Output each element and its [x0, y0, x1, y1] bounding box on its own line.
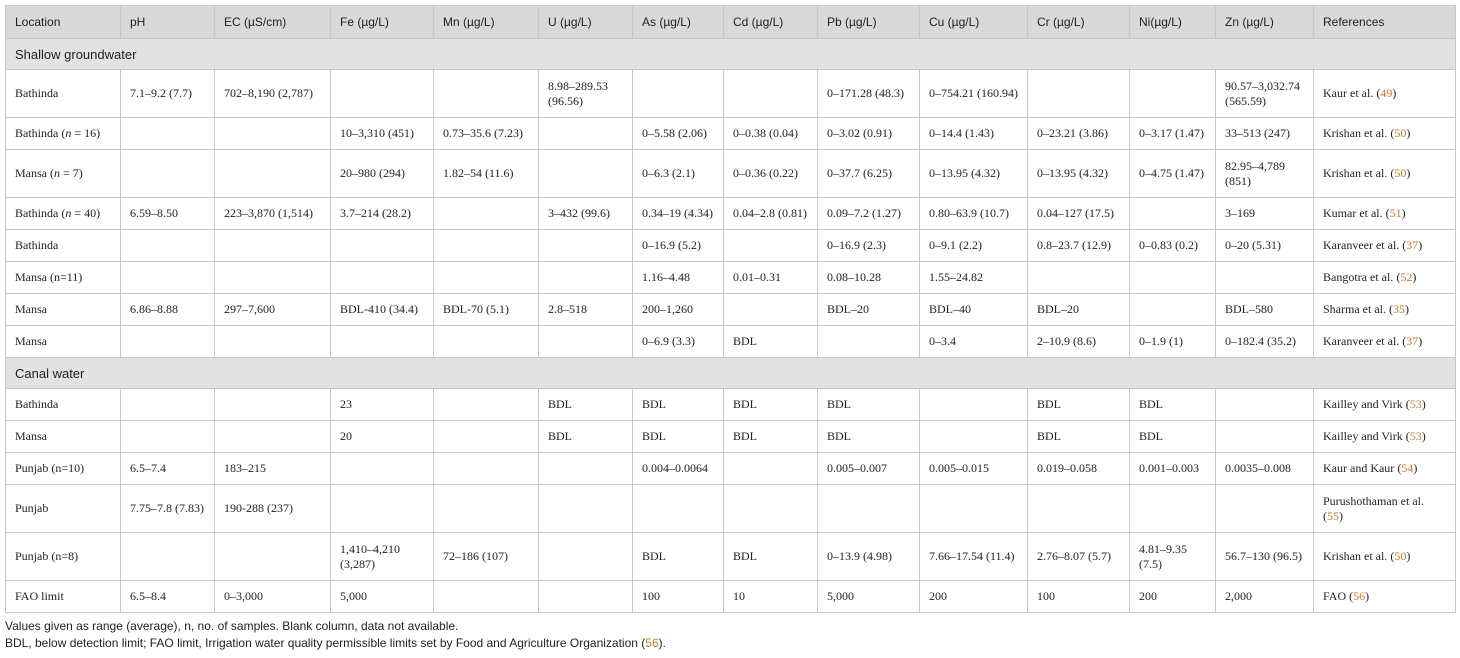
table-cell — [539, 230, 633, 262]
table-cell — [1130, 485, 1216, 533]
location-cell: Bathinda (n = 40) — [6, 198, 121, 230]
table-cell — [215, 421, 331, 453]
table-cell — [1216, 421, 1314, 453]
reference-cell: Karanveer et al. (37) — [1314, 230, 1456, 262]
table-cell: BDL — [633, 533, 724, 581]
table-cell — [539, 581, 633, 613]
location-cell: Punjab (n=10) — [6, 453, 121, 485]
table-cell: BDL-70 (5.1) — [434, 294, 539, 326]
reference-link[interactable]: 51 — [1389, 206, 1402, 220]
table-cell: 0.04–2.8 (0.81) — [724, 198, 818, 230]
table-cell — [1130, 262, 1216, 294]
table-cell — [633, 70, 724, 118]
table-cell: 6.86–8.88 — [121, 294, 215, 326]
table-row — [6, 389, 1456, 421]
table-cell — [215, 389, 331, 421]
reference-cell: Krishan et al. (50) — [1314, 150, 1456, 198]
table-cell: 0–5.58 (2.06) — [633, 118, 724, 150]
table-cell — [539, 453, 633, 485]
table-cell — [724, 294, 818, 326]
footnote-reference-link[interactable]: 56 — [645, 636, 659, 650]
table-cell — [215, 118, 331, 150]
table-cell — [1216, 389, 1314, 421]
table-cell: BDL — [818, 421, 920, 453]
table-cell — [215, 230, 331, 262]
table-cell: BDL — [1130, 389, 1216, 421]
table-cell — [331, 326, 434, 358]
table-cell: BDL — [539, 421, 633, 453]
table-cell: 0.001–0.003 — [1130, 453, 1216, 485]
table-cell — [1028, 70, 1130, 118]
table-cell — [818, 485, 920, 533]
table-cell — [434, 230, 539, 262]
reference-author: Krishan et al. — [1323, 549, 1388, 563]
table-cell: 0.34–19 (4.34) — [633, 198, 724, 230]
table-cell — [215, 150, 331, 198]
table-cell: 0–0.83 (0.2) — [1130, 230, 1216, 262]
table-cell: 0.09–7.2 (1.27) — [818, 198, 920, 230]
table-cell — [121, 262, 215, 294]
table-cell: BDL–40 — [920, 294, 1028, 326]
table-cell — [215, 533, 331, 581]
table-cell: 0.004–0.0064 — [633, 453, 724, 485]
reference-link[interactable]: 37 — [1406, 238, 1419, 252]
table-cell — [331, 485, 434, 533]
table-row — [6, 326, 1456, 358]
footnote-line-2 — [5, 635, 1455, 652]
table-cell: 1.16–4.48 — [633, 262, 724, 294]
table-cell: 0–16.9 (2.3) — [818, 230, 920, 262]
table-cell: 0–14.4 (1.43) — [920, 118, 1028, 150]
table-cell: 223–3,870 (1,514) — [215, 198, 331, 230]
table-cell: 0–13.95 (4.32) — [1028, 150, 1130, 198]
table-cell: 0.04–127 (17.5) — [1028, 198, 1130, 230]
reference-author: Bangotra et al. — [1323, 270, 1394, 284]
section-title: Canal water — [6, 358, 1456, 389]
reference-author: Purushothaman et al. — [1323, 493, 1424, 508]
table-cell — [1216, 485, 1314, 533]
table-cell — [434, 485, 539, 533]
table-cell — [121, 421, 215, 453]
table-cell: 82.95–4,789 (851) — [1216, 150, 1314, 198]
table-cell: 90.57–3,032.74 (565.59) — [1216, 70, 1314, 118]
reference-author: Sharma et al. — [1323, 302, 1386, 316]
reference-author: Karanveer et al. — [1323, 238, 1400, 252]
table-cell: BDL — [818, 389, 920, 421]
table-cell: 0–1.9 (1) — [1130, 326, 1216, 358]
table-cell: 0.005–0.015 — [920, 453, 1028, 485]
reference-author: Krishan et al. — [1323, 126, 1388, 140]
reference-author: FAO — [1323, 589, 1347, 603]
table-cell: BDL — [1028, 421, 1130, 453]
table-cell — [818, 326, 920, 358]
reference-author: Krishan et al. — [1323, 166, 1388, 180]
table-body — [6, 39, 1456, 613]
table-cell — [434, 581, 539, 613]
table-row — [6, 230, 1456, 262]
table-cell: 6.59–8.50 — [121, 198, 215, 230]
reference-author: Karanveer et al. — [1323, 334, 1400, 348]
location-cell: Mansa — [6, 294, 121, 326]
table-row — [6, 421, 1456, 453]
reference-cell: Krishan et al. (50) — [1314, 118, 1456, 150]
column-header: As (µg/L) — [633, 6, 724, 39]
table-cell: 3–432 (99.6) — [539, 198, 633, 230]
table-cell — [724, 230, 818, 262]
table-cell: 0–3,000 — [215, 581, 331, 613]
column-header: Mn (µg/L) — [434, 6, 539, 39]
table-cell: 0–0.38 (0.04) — [724, 118, 818, 150]
table-cell: 297–7,600 — [215, 294, 331, 326]
table-cell: 0–6.9 (3.3) — [633, 326, 724, 358]
table-cell: 7.1–9.2 (7.7) — [121, 70, 215, 118]
reference-author: Kaur et al. — [1323, 86, 1374, 100]
table-cell: 20–980 (294) — [331, 150, 434, 198]
table-cell: 200 — [1130, 581, 1216, 613]
table-cell: 0–3.02 (0.91) — [818, 118, 920, 150]
reference-cell: Sharma et al. (35) — [1314, 294, 1456, 326]
table-cell — [724, 485, 818, 533]
table-row — [6, 485, 1456, 533]
reference-link[interactable]: 49 — [1380, 86, 1393, 100]
table-cell: BDL — [539, 389, 633, 421]
column-header: Location — [6, 6, 121, 39]
table-cell — [539, 485, 633, 533]
table-cell: 6.5–7.4 — [121, 453, 215, 485]
reference-cell: Bangotra et al. (52) — [1314, 262, 1456, 294]
reference-link[interactable]: 50 — [1394, 166, 1407, 180]
reference-link[interactable]: 35 — [1392, 302, 1405, 316]
table-cell — [331, 262, 434, 294]
location-cell: Bathinda — [6, 70, 121, 118]
location-cell: Mansa (n=11) — [6, 262, 121, 294]
table-cell — [121, 533, 215, 581]
table-cell: 7.75–7.8 (7.83) — [121, 485, 215, 533]
table-cell: 0–3.17 (1.47) — [1130, 118, 1216, 150]
table-cell — [539, 326, 633, 358]
location-cell: Bathinda — [6, 230, 121, 262]
table-cell — [920, 421, 1028, 453]
reference-cell: Purushothaman et al. (55) — [1314, 485, 1456, 533]
table-cell: 0–182.4 (35.2) — [1216, 326, 1314, 358]
section-title: Shallow groundwater — [6, 39, 1456, 70]
table-cell: 1.82–54 (11.6) — [434, 150, 539, 198]
table-cell — [920, 389, 1028, 421]
location-cell: Punjab (n=8) — [6, 533, 121, 581]
table-cell: BDL — [724, 421, 818, 453]
table-cell: 33–513 (247) — [1216, 118, 1314, 150]
table-cell: 0.80–63.9 (10.7) — [920, 198, 1028, 230]
table-cell — [539, 262, 633, 294]
table-cell: 56.7–130 (96.5) — [1216, 533, 1314, 581]
location-cell: Mansa (n = 7) — [6, 150, 121, 198]
section-header-row — [6, 39, 1456, 70]
location-cell: Bathinda — [6, 389, 121, 421]
column-header: Cu (µg/L) — [920, 6, 1028, 39]
table-cell — [434, 326, 539, 358]
location-cell: Bathinda (n = 16) — [6, 118, 121, 150]
table-row — [6, 533, 1456, 581]
table-cell: 23 — [331, 389, 434, 421]
column-header: pH — [121, 6, 215, 39]
table-cell — [121, 326, 215, 358]
table-cell: 0–13.95 (4.32) — [920, 150, 1028, 198]
table-cell: 0–9.1 (2.2) — [920, 230, 1028, 262]
table-cell: 0–171.28 (48.3) — [818, 70, 920, 118]
table-cell: 100 — [633, 581, 724, 613]
reference-link[interactable]: 54 — [1401, 461, 1414, 475]
table-cell — [539, 118, 633, 150]
table-cell — [434, 262, 539, 294]
reference-cell: Karanveer et al. (37) — [1314, 326, 1456, 358]
table-cell: 0–20 (5.31) — [1216, 230, 1314, 262]
footnote-line-1: Values given as range (average), n, no. of samples. Blank column, data not available. — [5, 619, 459, 633]
table-cell: BDL — [1028, 389, 1130, 421]
table-row — [6, 150, 1456, 198]
table-cell — [121, 389, 215, 421]
heavy-metals-table — [5, 5, 1456, 613]
table-cell: 3–169 — [1216, 198, 1314, 230]
reference-link[interactable]: 56 — [1353, 589, 1366, 603]
table-cell: 0.8–23.7 (12.9) — [1028, 230, 1130, 262]
table-cell: 0–4.75 (1.47) — [1130, 150, 1216, 198]
column-header: Ni(µg/L) — [1130, 6, 1216, 39]
table-cell: 0–0.36 (0.22) — [724, 150, 818, 198]
column-header: Cd (µg/L) — [724, 6, 818, 39]
table-cell: 5,000 — [818, 581, 920, 613]
table-cell: 0–3.4 — [920, 326, 1028, 358]
column-header: Fe (µg/L) — [331, 6, 434, 39]
column-header: Cr (µg/L) — [1028, 6, 1130, 39]
table-cell: 0–754.21 (160.94) — [920, 70, 1028, 118]
table-cell: 0.019–0.058 — [1028, 453, 1130, 485]
reference-cell: FAO (56) — [1314, 581, 1456, 613]
table-cell — [331, 70, 434, 118]
reference-cell: Kumar et al. (51) — [1314, 198, 1456, 230]
table-row — [6, 262, 1456, 294]
table-cell: BDL — [724, 389, 818, 421]
reference-link[interactable]: 53 — [1409, 397, 1422, 411]
table-cell: 7.66–17.54 (11.4) — [920, 533, 1028, 581]
table-row — [6, 294, 1456, 326]
section-header-row — [6, 358, 1456, 389]
column-header: EC (µS/cm) — [215, 6, 331, 39]
reference-cell: Kailley and Virk (53) — [1314, 389, 1456, 421]
table-cell: 200 — [920, 581, 1028, 613]
table-cell: 190-288 (237) — [215, 485, 331, 533]
table-cell: 0–23.21 (3.86) — [1028, 118, 1130, 150]
table-cell: 4.81–9.35 (7.5) — [1130, 533, 1216, 581]
table-row — [6, 118, 1456, 150]
table-cell — [121, 118, 215, 150]
table-cell: 10 — [724, 581, 818, 613]
table-cell: 0–37.7 (6.25) — [818, 150, 920, 198]
table-row — [6, 453, 1456, 485]
column-header: U (µg/L) — [539, 6, 633, 39]
table-cell — [539, 150, 633, 198]
location-cell: Mansa — [6, 326, 121, 358]
table-cell: BDL-410 (34.4) — [331, 294, 434, 326]
reference-author: Kaur and Kaur — [1323, 461, 1395, 475]
table-cell: 3.7–214 (28.2) — [331, 198, 434, 230]
table-cell — [331, 230, 434, 262]
reference-link[interactable]: 50 — [1394, 549, 1407, 563]
reference-author: Kailley and Virk — [1323, 397, 1403, 411]
table-cell — [215, 262, 331, 294]
reference-link[interactable]: 50 — [1394, 126, 1407, 140]
footnote-suffix: ). — [658, 636, 666, 650]
footnote-text: BDL, below detection limit; FAO limit, Irrigation water quality permissible limits set by Food and Agriculture Organization ( — [5, 636, 646, 650]
table-cell: BDL — [1130, 421, 1216, 453]
table-cell: 6.5–8.4 — [121, 581, 215, 613]
table-cell — [724, 70, 818, 118]
table-cell — [434, 421, 539, 453]
table-cell: 100 — [1028, 581, 1130, 613]
reference-link[interactable]: 53 — [1409, 429, 1422, 443]
table-cell — [434, 70, 539, 118]
reference-link[interactable]: 55 — [1327, 508, 1339, 523]
table-cell — [1216, 262, 1314, 294]
table-cell — [1028, 485, 1130, 533]
table-cell — [1130, 294, 1216, 326]
reference-author: Kailley and Virk — [1323, 429, 1403, 443]
table-cell: 0–13.9 (4.98) — [818, 533, 920, 581]
table-cell — [539, 533, 633, 581]
table-cell — [215, 326, 331, 358]
table-cell: BDL–580 — [1216, 294, 1314, 326]
table-cell — [331, 453, 434, 485]
table-cell: BDL — [724, 326, 818, 358]
table-cell: 0.73–35.6 (7.23) — [434, 118, 539, 150]
table-cell: 1.55–24.82 — [920, 262, 1028, 294]
table-cell: 0.08–10.28 — [818, 262, 920, 294]
reference-cell: Krishan et al. (50) — [1314, 533, 1456, 581]
table-cell: 8.98–289.53 (96.56) — [539, 70, 633, 118]
table-cell: 2–10.9 (8.6) — [1028, 326, 1130, 358]
table-cell — [121, 150, 215, 198]
location-cell: FAO limit — [6, 581, 121, 613]
table-cell: 0–6.3 (2.1) — [633, 150, 724, 198]
table-cell: 0.01–0.31 — [724, 262, 818, 294]
table-cell: BDL — [724, 533, 818, 581]
location-cell: Punjab — [6, 485, 121, 533]
table-header-row — [6, 6, 1456, 39]
reference-cell: Kailley and Virk (53) — [1314, 421, 1456, 453]
table-cell: 0.0035–0.008 — [1216, 453, 1314, 485]
table-cell: 2.76–8.07 (5.7) — [1028, 533, 1130, 581]
table-cell — [121, 230, 215, 262]
reference-author: Kumar et al. — [1323, 206, 1383, 220]
table-row — [6, 70, 1456, 118]
table-cell: BDL — [633, 421, 724, 453]
table-footnotes — [5, 618, 1455, 652]
table-row — [6, 581, 1456, 613]
table-cell — [434, 198, 539, 230]
table-cell: 72–186 (107) — [434, 533, 539, 581]
table-cell: BDL–20 — [818, 294, 920, 326]
table-cell — [1130, 70, 1216, 118]
table-cell: 702–8,190 (2,787) — [215, 70, 331, 118]
column-header: Zn (µg/L) — [1216, 6, 1314, 39]
table-cell: 183–215 — [215, 453, 331, 485]
table-cell: BDL — [633, 389, 724, 421]
table-cell: 200–1,260 — [633, 294, 724, 326]
reference-cell: Kaur and Kaur (54) — [1314, 453, 1456, 485]
table-cell: 2,000 — [1216, 581, 1314, 613]
table-cell: 5,000 — [331, 581, 434, 613]
table-cell — [920, 485, 1028, 533]
reference-cell: Kaur et al. (49) — [1314, 70, 1456, 118]
reference-link[interactable]: 37 — [1406, 334, 1419, 348]
column-header: Pb (µg/L) — [818, 6, 920, 39]
table-cell — [633, 485, 724, 533]
column-header: References — [1314, 6, 1456, 39]
table-cell: BDL–20 — [1028, 294, 1130, 326]
table-container — [5, 5, 1455, 652]
table-cell — [434, 453, 539, 485]
table-cell: 1,410–4,210 (3,287) — [331, 533, 434, 581]
reference-link[interactable]: 52 — [1400, 270, 1413, 284]
table-cell: 0–16.9 (5.2) — [633, 230, 724, 262]
table-cell — [1028, 262, 1130, 294]
table-cell: 2.8–518 — [539, 294, 633, 326]
table-cell — [724, 453, 818, 485]
table-cell — [434, 389, 539, 421]
table-cell — [1130, 198, 1216, 230]
location-cell: Mansa — [6, 421, 121, 453]
table-cell: 0.005–0.007 — [818, 453, 920, 485]
table-cell: 20 — [331, 421, 434, 453]
table-cell: 10–3,310 (451) — [331, 118, 434, 150]
table-row — [6, 198, 1456, 230]
